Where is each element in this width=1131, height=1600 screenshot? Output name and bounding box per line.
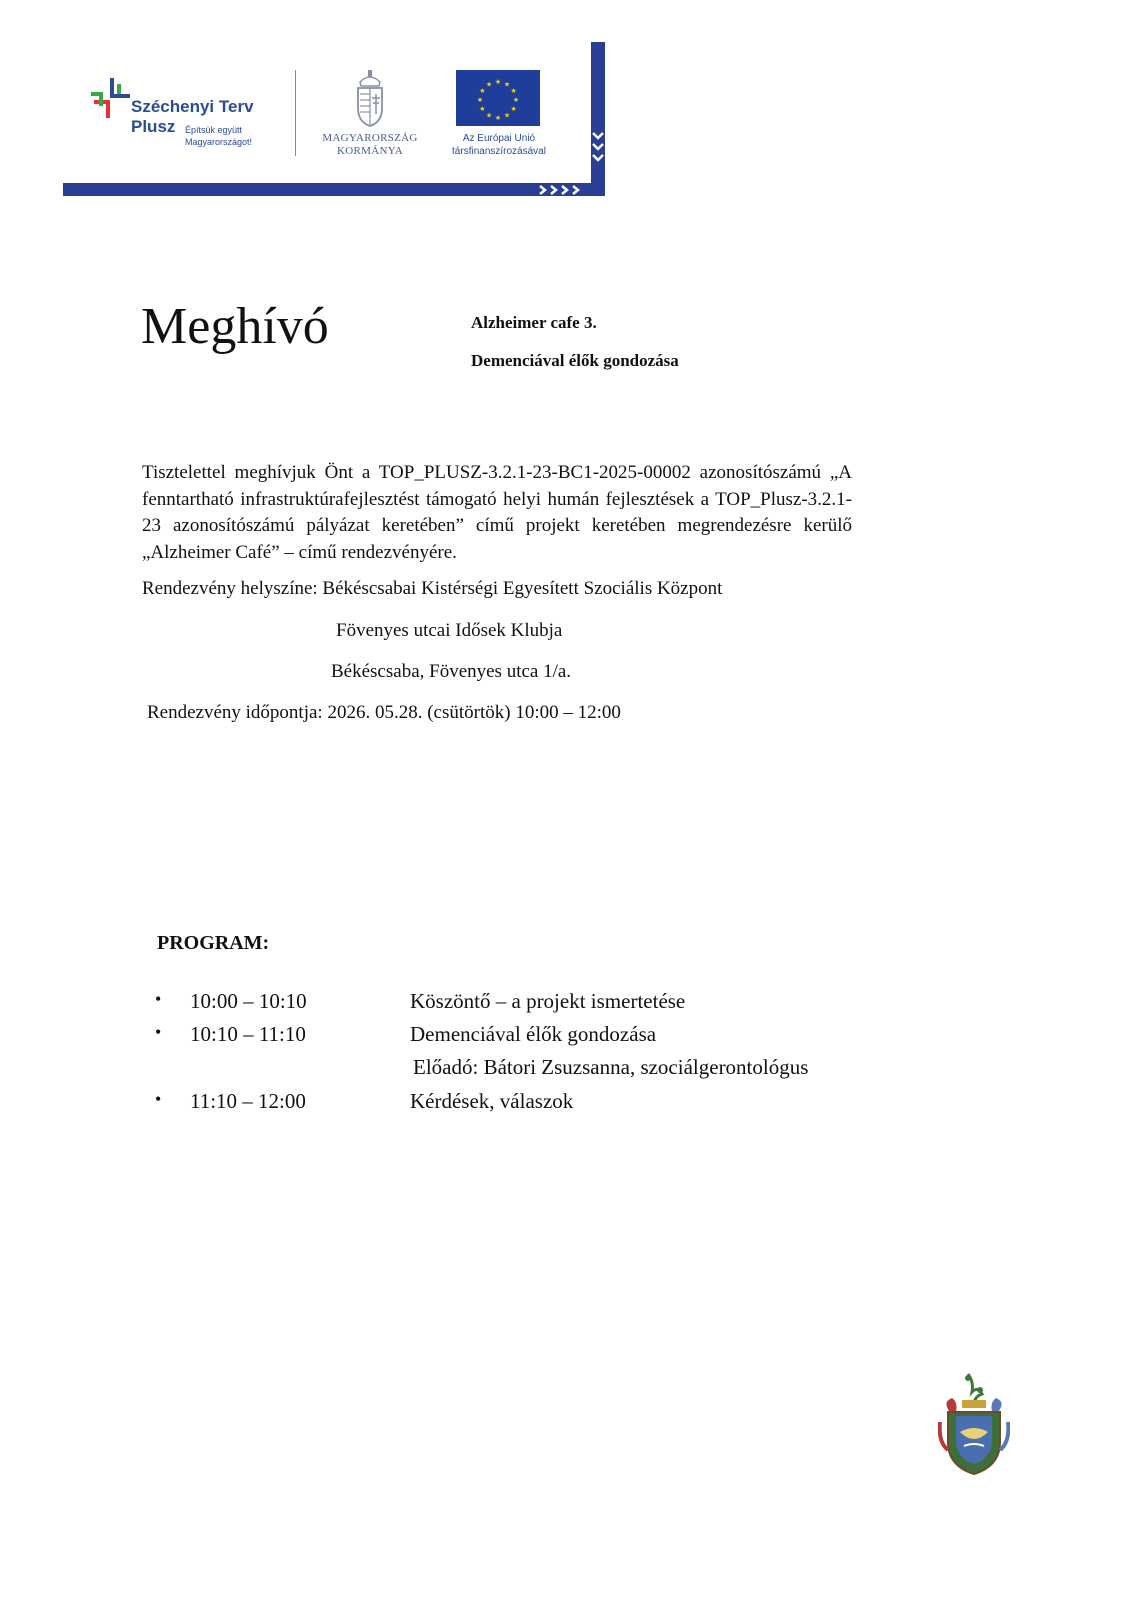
szechenyi-logo-title: Széchenyi Terv <box>131 97 254 116</box>
program-heading: PROGRAM: <box>157 932 270 954</box>
svg-text:★: ★ <box>512 96 520 104</box>
program-item-time: 10:00 – 10:10 <box>190 989 307 1013</box>
svg-text:★: ★ <box>503 111 511 120</box>
svg-text:★: ★ <box>485 111 493 120</box>
header-banner-side-bar <box>591 42 605 196</box>
government-logo-text: MAGYARORSZÁG KORMÁNYA <box>322 132 418 157</box>
event-subtitle: Alzheimer cafe 3. <box>471 313 597 332</box>
program-item-desc: Köszöntő – a projekt ismertetése <box>410 989 686 1013</box>
hungarian-coat-of-arms-icon <box>352 70 388 128</box>
logo-divider <box>295 70 296 156</box>
eu-logo-text: Az Európai Unió társfinanszírozásával <box>452 133 546 157</box>
program-speaker: Előadó: Bátori Zsuzsanna, szociálgerontológus <box>413 1055 809 1079</box>
svg-text:★: ★ <box>494 114 502 122</box>
program-item-desc: Demenciával élők gondozása <box>410 1022 657 1046</box>
chevron-down-decoration-icon <box>591 130 605 170</box>
svg-text:★: ★ <box>479 105 486 113</box>
svg-text:★: ★ <box>485 80 493 89</box>
svg-text:★: ★ <box>494 78 502 86</box>
svg-text:★: ★ <box>479 87 486 95</box>
svg-text:★: ★ <box>476 96 484 104</box>
event-topic: Demenciával élők gondozása <box>471 351 679 370</box>
szechenyi-logo-slogan: Építsük együtt Magyarországot! <box>185 125 253 147</box>
bullet-icon: • <box>155 1022 162 1042</box>
venue-club: Fövenyes utcai Idősek Klubja <box>336 620 563 641</box>
svg-text:★: ★ <box>503 80 511 89</box>
header-banner-bar <box>63 183 591 196</box>
program-item-time: 10:10 – 11:10 <box>190 1022 306 1046</box>
bullet-icon: • <box>155 989 162 1009</box>
szechenyi-cross-logo-icon <box>91 78 133 120</box>
svg-text:★: ★ <box>510 87 517 95</box>
page-title: Meghívó <box>141 298 329 355</box>
eu-flag-icon <box>456 70 540 126</box>
bullet-icon: • <box>155 1089 162 1109</box>
venue-line: Rendezvény helyszíne: Békéscsabai Kistérségi Egyesített Szociális Központ <box>142 578 723 599</box>
program-item-time: 11:10 – 12:00 <box>190 1089 306 1113</box>
svg-text:★: ★ <box>510 105 517 113</box>
szechenyi-logo-plus: Plusz <box>131 117 176 136</box>
venue-address: Békéscsaba, Fövenyes utca 1/a. <box>331 661 572 682</box>
invitation-text: Tisztelettel meghívjuk Önt a TOP_PLUSZ-3.2.1-23-BC1-2025-00002 azonosítószámú „A fenntartható infrastruktúrafejlesztést támogató helyi humán fejlesztések a TOP_Plusz-3.2.1-23 azonosítószámú pályázat keretében” című projekt keretében megrendezésre kerülő „Alzheimer Café” – című rendezvényére. <box>142 462 852 563</box>
city-coat-of-arms-icon <box>938 1372 1010 1476</box>
program-item-desc: Kérdések, válaszok <box>410 1089 574 1113</box>
chevron-right-decoration-icon <box>538 184 588 196</box>
event-time: Rendezvény időpontja: 2026. 05.28. (csütörtök) 10:00 – 12:00 <box>147 702 621 723</box>
